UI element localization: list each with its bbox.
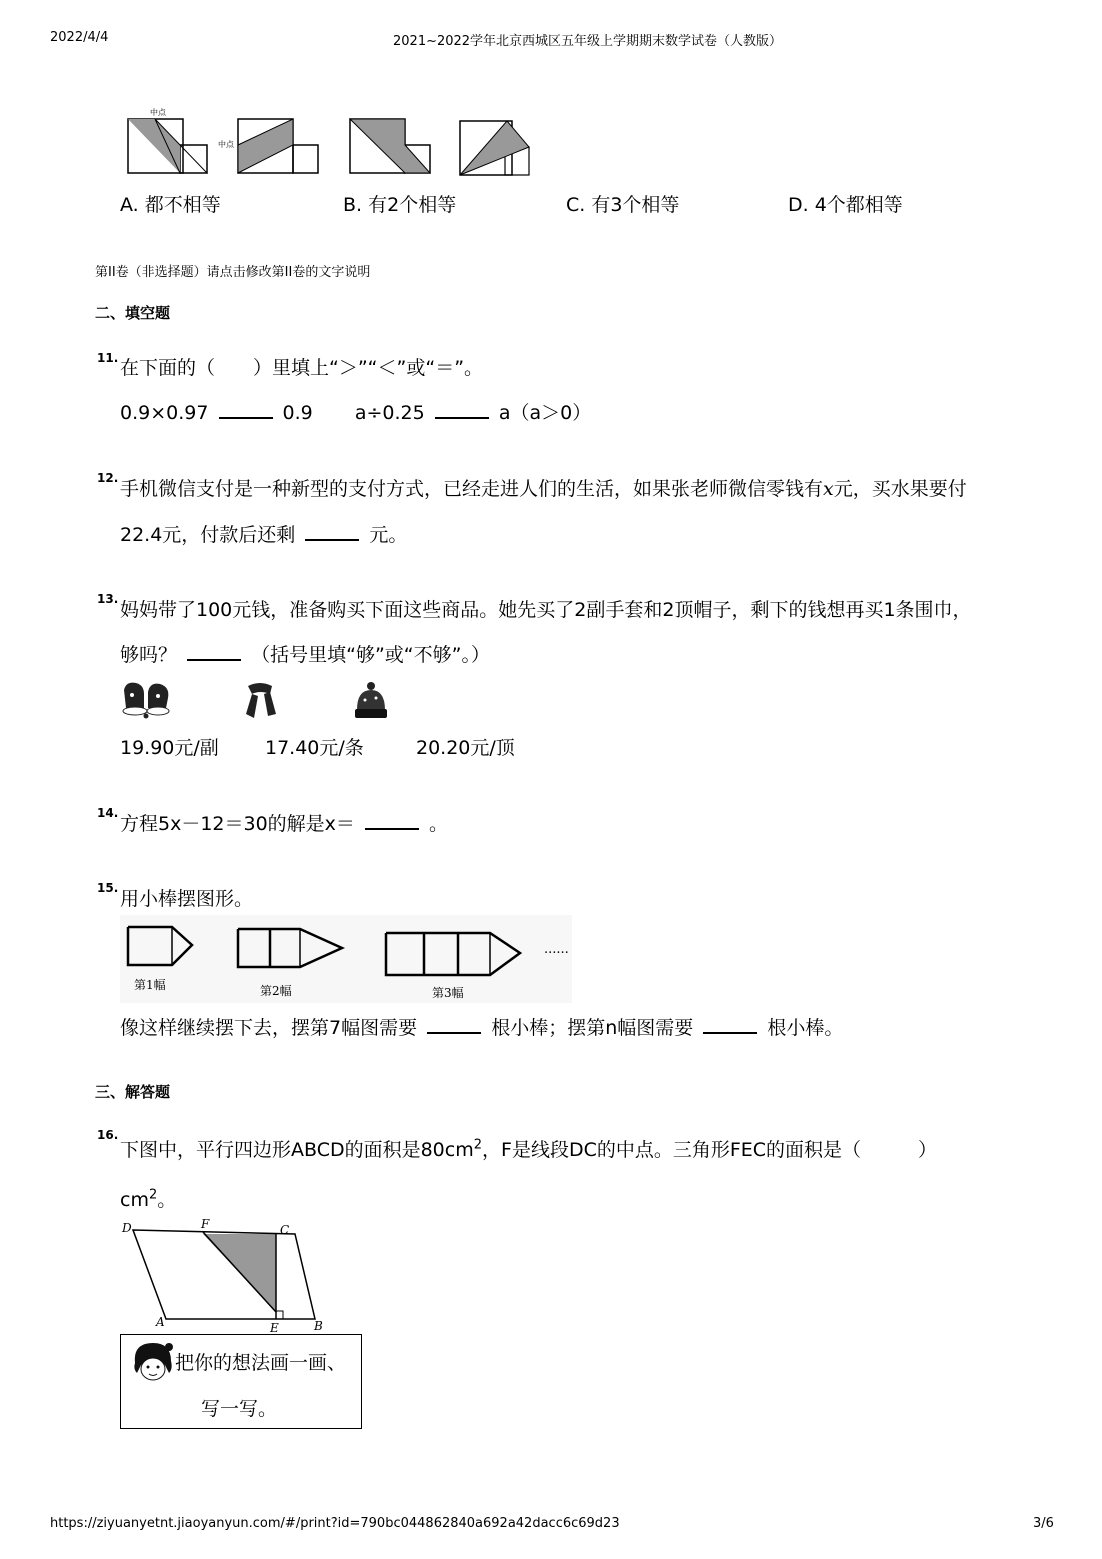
q12-variable: x — [823, 478, 834, 500]
label-a: A — [156, 1315, 165, 1329]
q12-line2-text: 22.4元，付款后还剩 — [120, 524, 296, 546]
hint-line-2: 写一写。 — [201, 1398, 278, 1420]
q14-line — [120, 809, 448, 836]
label-b: B — [314, 1319, 323, 1333]
q13-line1: 妈妈带了100元钱，准备购买下面这些商品。她先买了2副手套和2顶帽子，剩下的钱想再买1条围巾， — [120, 599, 972, 621]
q15-stick-figures — [120, 915, 572, 1003]
option-b[interactable]: B. 有2个相等 — [343, 194, 457, 216]
q13-line2 — [120, 640, 490, 667]
q15-number: 15. — [97, 881, 119, 895]
page-number: 3/6 — [1033, 1516, 1054, 1531]
q15-caption-2: 第2幅 — [260, 984, 292, 998]
q11-row — [120, 398, 591, 425]
parallelogram-figure — [118, 1216, 328, 1336]
label-e: E — [270, 1321, 279, 1335]
q12-line2 — [120, 520, 407, 547]
q15-text: 用小棒摆图形。 — [120, 888, 254, 910]
q14-end: 。 — [429, 813, 449, 835]
q12-number: 12. — [97, 471, 119, 485]
girl-avatar-icon — [129, 1339, 177, 1385]
scarf-icon — [240, 680, 280, 722]
q16-line2 — [120, 1185, 176, 1212]
q15-blank-2[interactable] — [703, 1016, 757, 1034]
option-d[interactable]: D. 4个都相等 — [788, 194, 903, 216]
q13-price-hat: 20.20元/顶 — [416, 737, 515, 759]
q13-number: 13. — [97, 592, 119, 606]
hint-line-1: 把你的想法画一画、 — [175, 1352, 347, 1374]
q16-line2-end: 。 — [157, 1189, 177, 1211]
option-c[interactable]: C. 有3个相等 — [566, 194, 680, 216]
q10-figure-1 — [128, 107, 207, 173]
q10-figure-4 — [460, 121, 529, 175]
q15-caption-3: 第3幅 — [432, 986, 464, 1000]
hint-box — [120, 1334, 362, 1429]
q15-text-1: 像这样继续摆下去，摆第7幅图需要 — [120, 1017, 418, 1039]
option-a[interactable]: A. 都不相等 — [120, 194, 221, 216]
q16-unit-sup: 2 — [148, 1187, 158, 1203]
q12-blank[interactable] — [305, 523, 359, 541]
svg-text:中点: 中点 — [218, 140, 234, 149]
q10-figures — [120, 105, 540, 185]
q13-blank[interactable] — [187, 643, 241, 661]
section2-note: 第II卷（非选择题）请点击修改第II卷的文字说明 — [95, 265, 371, 280]
q11-a-blank[interactable] — [219, 401, 273, 419]
section3-title: 三、解答题 — [95, 1083, 171, 1101]
section2-title: 二、填空题 — [95, 304, 171, 322]
label-c: C — [280, 1223, 290, 1237]
q10-figure-3 — [350, 119, 430, 173]
q12-line1-end: 元，买水果要付 — [833, 478, 967, 500]
q13-line2-end: （括号里填“够”或“不够”。） — [251, 644, 490, 666]
q15-text-3: 根小棒。 — [767, 1017, 844, 1039]
q16-line1-rest: ，F是线段DC的中点。三角形FEC的面积是（ ） — [482, 1139, 938, 1161]
q11-number: 11. — [97, 351, 119, 365]
q16-sup: 2 — [473, 1137, 483, 1153]
q16-line1 — [120, 1135, 937, 1162]
footer-url[interactable]: https://ziyuanyetnt.jiaoyanyun.com/#/print?id=790bc044862840a692a42dacc6c69d23 — [50, 1516, 620, 1531]
q16-number: 16. — [97, 1128, 119, 1142]
svg-text:中点: 中点 — [150, 108, 166, 117]
q15-ellipsis: ...... — [544, 942, 569, 957]
q16-line1-text: 下图中，平行四边形ABCD的面积是80cm — [120, 1139, 474, 1161]
q15-caption-1: 第1幅 — [134, 978, 166, 992]
hat-icon — [352, 680, 390, 722]
q15-blank-1[interactable] — [427, 1016, 481, 1034]
q11-b-left: a÷0.25 — [354, 402, 425, 424]
q13-price-mittens: 19.90元/副 — [120, 737, 219, 759]
q11-b-right: a（a＞0） — [498, 402, 592, 424]
label-f: F — [201, 1217, 210, 1231]
q12-line1-text: 手机微信支付是一种新型的支付方式，已经走进人们的生活，如果张老师微信零钱有 — [120, 478, 824, 500]
q16-unit: cm — [120, 1189, 149, 1211]
label-d: D — [122, 1221, 132, 1235]
q13-price-scarf: 17.40元/条 — [265, 737, 364, 759]
q11-a-left: 0.9×0.97 — [120, 402, 209, 424]
print-date: 2022/4/4 — [50, 30, 109, 45]
q11-b-blank[interactable] — [435, 401, 489, 419]
q15-text-2: 根小棒；摆第n幅图需要 — [491, 1017, 694, 1039]
q14-text: 方程5x－12＝30的解是x＝ — [120, 813, 355, 835]
q12-line2-end: 元。 — [369, 524, 408, 546]
mittens-icon — [120, 678, 175, 720]
document-title: 2021~2022学年北京西城区五年级上学期期末数学试卷（人教版） — [393, 34, 783, 49]
q14-blank[interactable] — [365, 812, 419, 830]
q15-line — [120, 1013, 843, 1040]
q11-a-right: 0.9 — [282, 402, 313, 424]
q11-text: 在下面的（ ）里填上“＞”“＜”或“＝”。 — [120, 357, 484, 379]
q12-line1 — [120, 474, 967, 501]
q13-line2-text: 够吗？ — [120, 644, 178, 666]
q14-number: 14. — [97, 806, 119, 820]
q10-figure-2 — [218, 119, 318, 173]
